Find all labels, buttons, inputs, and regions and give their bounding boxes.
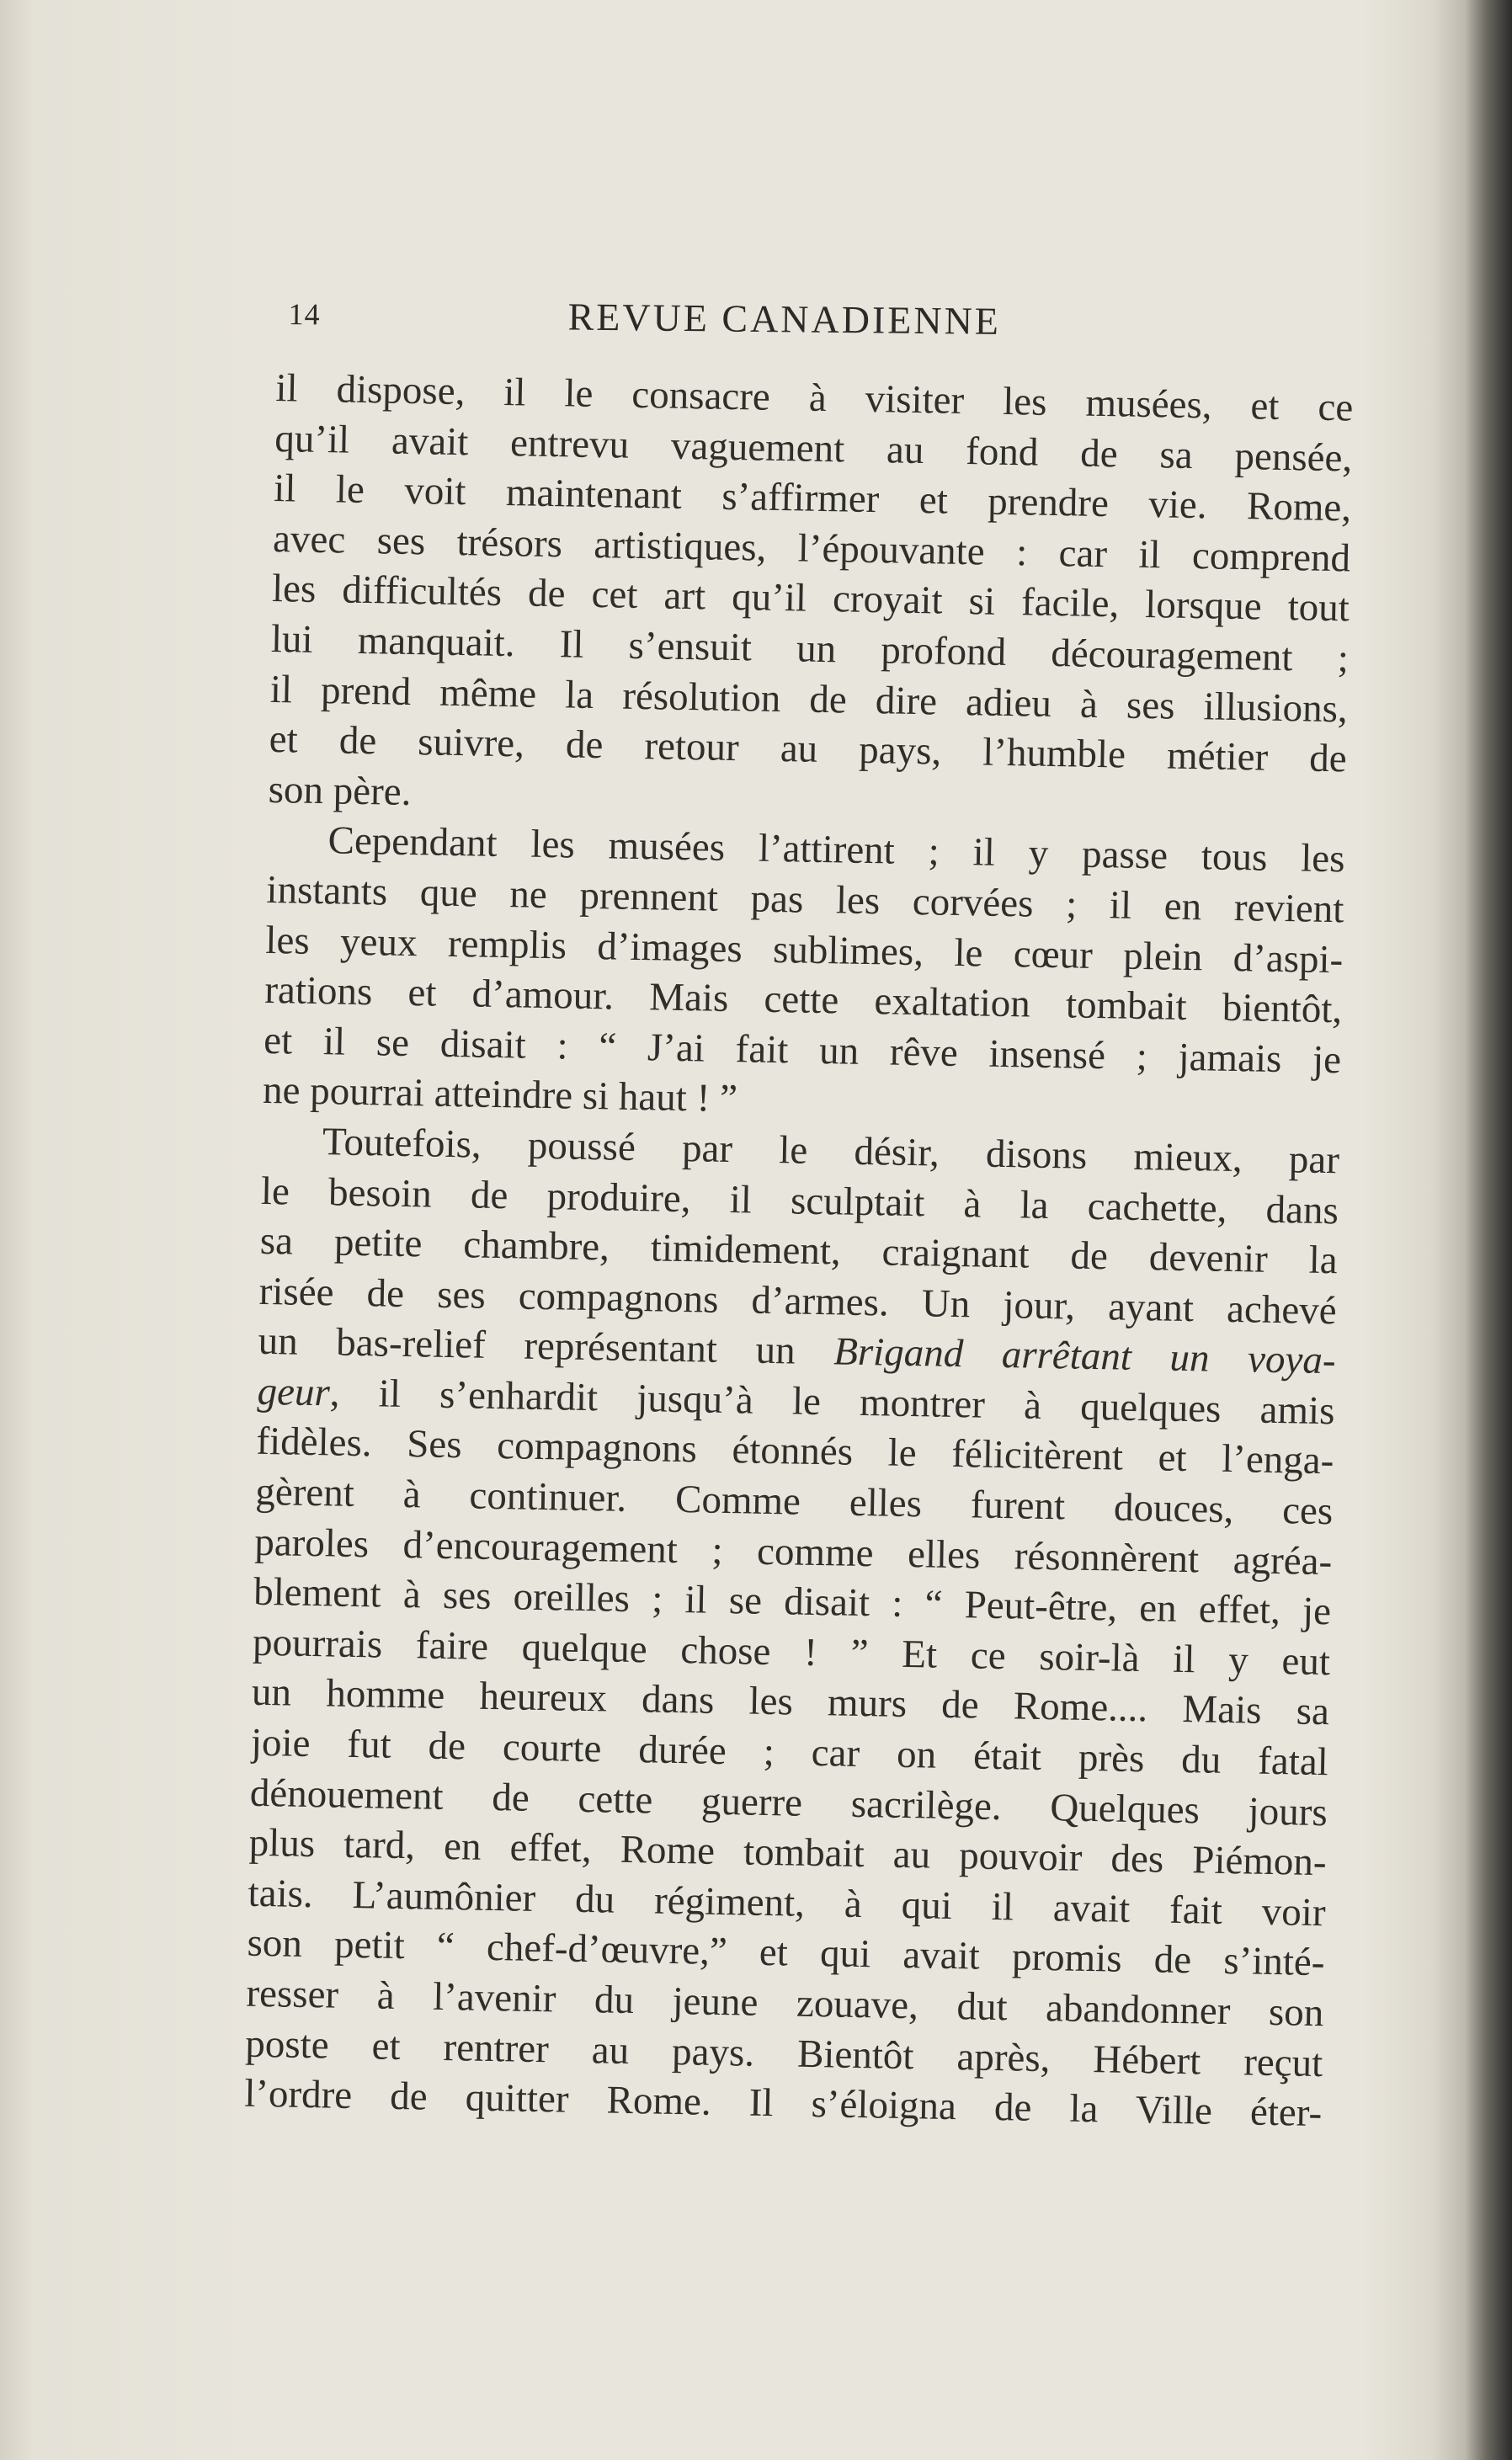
text-line: sa petite chambre, timidement, craignant de devenir la: [259, 1218, 1339, 1283]
text-line: son père.: [268, 767, 412, 814]
text-line: lui manquait. Il s’ensuit un profond découragement ;: [270, 616, 1350, 681]
text-line: l’ordre de quitter Rome. Il s’éloigna de la Ville éter-: [243, 2071, 1323, 2136]
text-line: rations et d’amour. Mais cette exaltation tombait bientôt,: [264, 968, 1343, 1032]
text-line: et il se disait : “ J’ai fait un rêve insensé ; jamais je: [263, 1018, 1342, 1083]
line-prefix: un bas-relief représentant un: [258, 1319, 834, 1374]
text-line: fidèles. Ses compagnons étonnés le félicitèrent et l’enga-: [256, 1419, 1334, 1483]
artwork-title: Brigand arrêtant un voya-: [833, 1329, 1336, 1383]
paragraph-1: [268, 364, 1354, 835]
text-line: il prend même la résolution de dire adieu à ses illusions,: [269, 667, 1349, 731]
text-line: un homme heureux dans les murs de Rome.... Mais sa: [251, 1670, 1330, 1734]
text-line: son petit “ chef-d’œuvre,” et qui avait promis de s’inté-: [247, 1921, 1325, 1985]
paragraph-3: [244, 1116, 1340, 2139]
text-line: instants que ne prennent pas les corvées ; il en revient: [266, 867, 1344, 932]
text-line: le besoin de produire, il sculptait à la cachette, dans: [260, 1169, 1339, 1233]
text-line: les yeux remplis d’images sublimes, le cœur plein d’aspi-: [264, 918, 1344, 982]
page-number: 14: [288, 297, 321, 332]
text-line: ne pourrai atteindre si haut ! ”: [262, 1068, 738, 1121]
text-line: blement à ses oreilles ; il se disait : “ Peut-être, en effet, je: [253, 1570, 1332, 1634]
body-text: [244, 364, 1354, 2139]
text-line: avec ses trésors artistiques, l’épouvante : car il comprend: [272, 516, 1351, 581]
text-line: resser à l’avenir du jeune zouave, dut abandonner son: [246, 1971, 1324, 2036]
text-line: plus tard, en effet, Rome tombait au pouvoir des Piémon-: [248, 1820, 1328, 1885]
text-line: risée de ses compagnons d’armes. Un jour, ayant achevé: [258, 1269, 1338, 1333]
text-line: tais. L’aumônier du régiment, à qui il avait fait voir: [248, 1871, 1326, 1935]
artwork-title-continuation: geur: [257, 1369, 331, 1415]
text-line: il le voit maintenant s’affirmer et prendre vie. Rome,: [273, 466, 1352, 530]
text-line: paroles d’encouragement ; comme elles résonnèrent agréa-: [253, 1520, 1333, 1584]
text-line: dénouement de cette guerre sacrilège. Quelques jours: [249, 1770, 1328, 1834]
text-line: et de suivre, de retour au pays, l’humble métier de: [269, 717, 1348, 781]
paragraph-2: [263, 815, 1345, 1136]
text-line: qu’il avait entrevu vaguement au fond de sa pensée,: [274, 416, 1353, 481]
running-head: [281, 285, 1355, 354]
text-line: Cependant les musées l’attirent ; il y passe tous les: [327, 818, 1345, 881]
text-line: Toutefois, poussé par le désir, disons mieux, par: [322, 1120, 1340, 1183]
text-line: les difficultés de cet art qu’il croyait si facile, lorsque tout: [271, 567, 1350, 631]
text-line: poste et rentrer au pays. Bientôt après, Hébert reçut: [244, 2021, 1323, 2085]
text-line: joie fut de courte durée ; car on était près du fatal: [250, 1720, 1329, 1785]
text-line: pourrais faire quelque chose ! ” Et ce soir-là il y eut: [252, 1620, 1331, 1685]
text-line: il dispose, il le consacre à visiter les musées, et ce: [274, 365, 1354, 430]
journal-title: REVUE CANADIENNE: [567, 295, 1002, 343]
line-suffix: , il s’enhardit jusqu’à le montrer à quelques amis: [329, 1371, 1335, 1434]
text-line: gèrent à continuer. Comme elles furent douces, ces: [254, 1469, 1334, 1534]
